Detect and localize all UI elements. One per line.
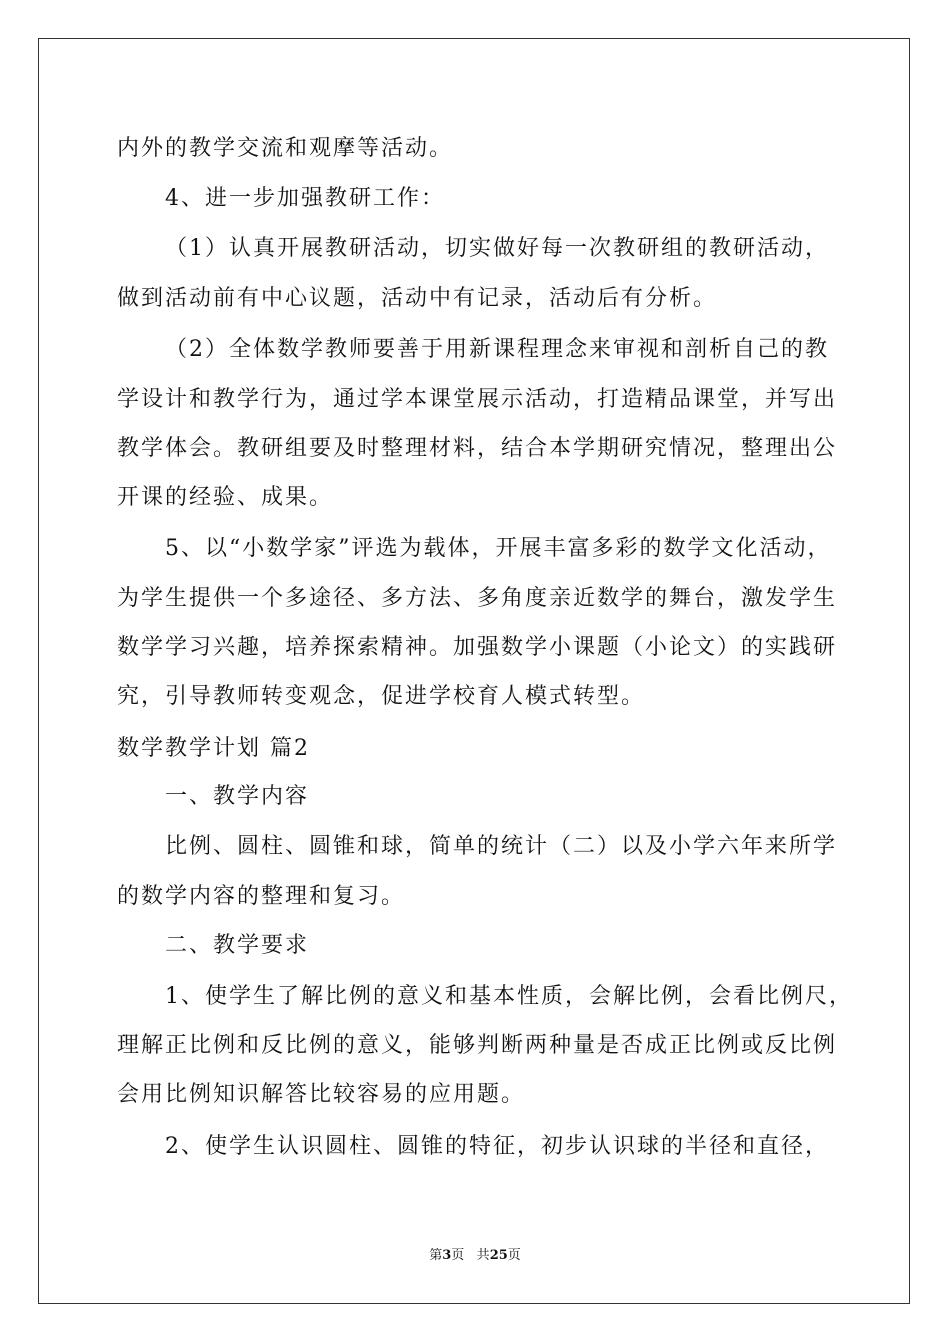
section-heading: 数学教学计划 篇2 [117,736,310,761]
text-line: 比例、圆柱、圆锥和球，简单的统计（二）以及小学六年来所学 [165,834,838,859]
text-line: 究，引导教师转变观念，促进学校育人模式转型。 [117,684,646,709]
text-line: 理解正比例和反比例的意义，能够判断两种量是否成正比例或反比例 [117,1033,838,1058]
footer-total-prefix: 共 [476,1248,490,1263]
text-line: 4、进一步加强教研工作： [165,186,445,211]
footer-prefix: 第 [429,1248,443,1263]
text-line: （1）认真开展教研活动，切实做好每一次教研组的教研活动， [165,236,829,261]
text-line: 教学体会。教研组要及时整理材料，结合本学期研究情况，整理出公 [117,436,838,461]
text-line: 一、教学内容 [165,784,310,809]
text-line: 2、使学生认识圆柱、圆锥的特征，初步认识球的半径和直径， [165,1134,829,1159]
text-line: 开课的经验、成果。 [117,485,334,510]
footer-total-suffix: 页 [507,1248,521,1263]
text-line: 学设计和教学行为，通过学本课堂展示活动，打造精品课堂，并写出 [117,387,838,412]
total-pages-number: 25 [489,1248,508,1263]
text-line: 1、使学生了解比例的意义和基本性质，会解比例，会看比例尺， [165,984,853,1009]
footer-page-word: 页 [451,1248,465,1263]
text-line: 做到活动前有中心议题，活动中有记录，活动后有分析。 [117,286,718,311]
text-line: 数学学习兴趣，培养探索精神。加强数学小课题（小论文）的实践研 [117,635,838,660]
text-line: 为学生提供一个多途径、多方法、多角度亲近数学的舞台，激发学生 [117,586,838,611]
text-line: 5、以“小数学家”评选为载体，开展丰富多彩的数学文化活动， [165,536,832,561]
page-border [38,38,910,1304]
page-footer [0,1246,950,1266]
text-line: 内外的教学交流和观摩等活动。 [117,136,454,161]
text-line: （2）全体数学教师要善于用新课程理念来审视和剖析自己的教 [165,337,829,362]
text-line: 会用比例知识解答比较容易的应用题。 [117,1082,526,1107]
text-line: 二、教学要求 [165,933,310,958]
current-page-number: 3 [442,1248,452,1263]
text-line: 的数学内容的整理和复习。 [117,884,406,909]
